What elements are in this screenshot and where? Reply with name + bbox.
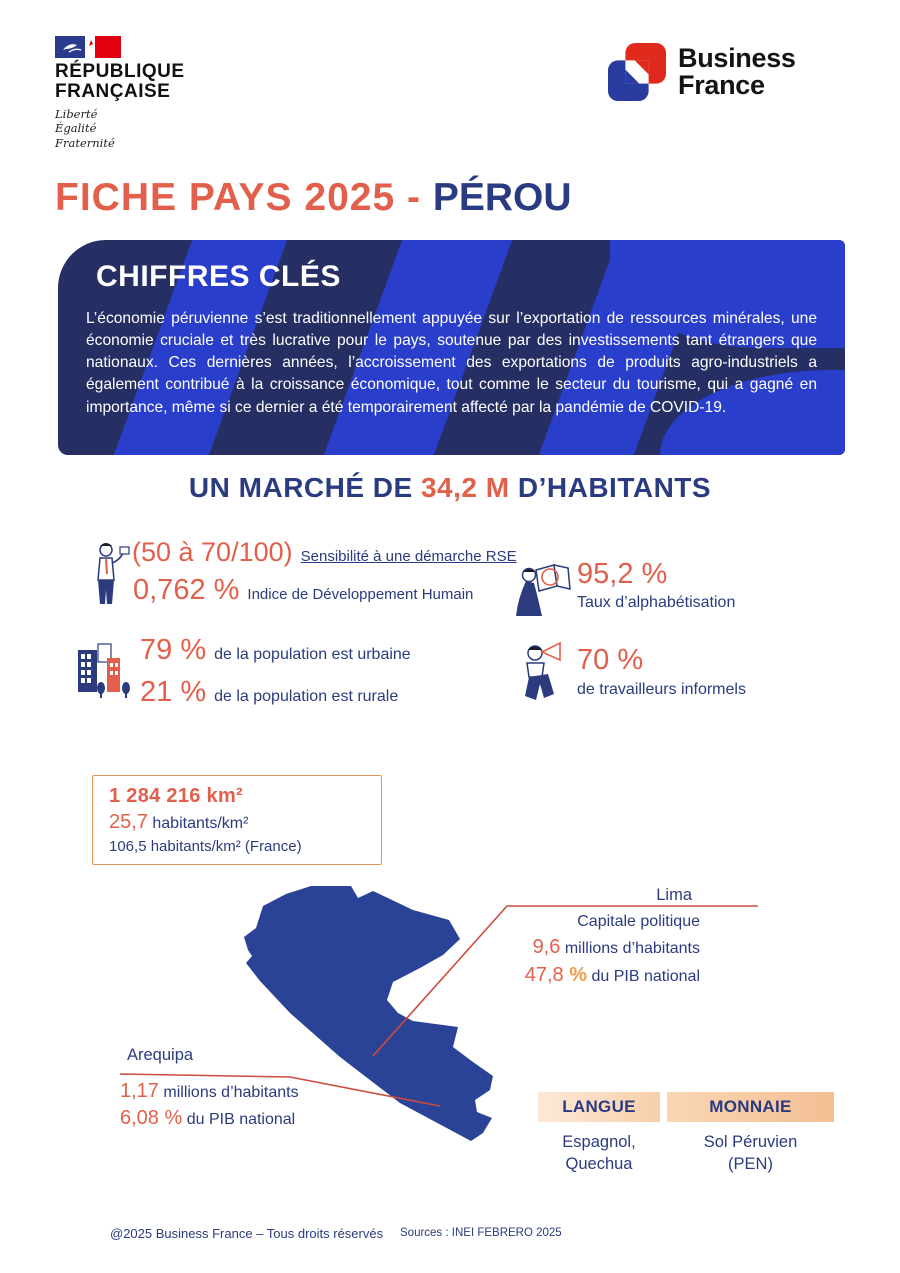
french-flag-icon: [55, 36, 121, 58]
business-france-logo: [608, 43, 796, 101]
arequipa-pop-value: 1,17: [120, 1080, 159, 1102]
density-label: habitants/km²: [147, 815, 249, 832]
stat-rse: [132, 537, 517, 568]
lima-pop-label: millions d’habitants: [560, 940, 700, 957]
stat-rse-label: Sensibilité à une démarche RSE: [300, 548, 517, 565]
footer-sources: Sources : INEI FEBRERO 2025: [400, 1227, 562, 1239]
area-value: 1 284 216 km²: [109, 785, 243, 807]
title-country: PÉROU: [432, 176, 572, 219]
stat-rural: [140, 676, 398, 709]
lima-pop-value: 9,6: [532, 936, 561, 958]
business-france-mark-icon: [608, 43, 666, 101]
facts-header-langue: LANGUE: [538, 1092, 660, 1122]
arequipa-details: [120, 1080, 299, 1134]
arequipa-label: Arequipa: [127, 1046, 194, 1064]
stat-rural-label: de la population est rurale: [214, 688, 399, 705]
key-figures-paragraph: L’économie péruvienne s’est traditionnellement appuyée sur l’exportation de ressources minérales, une économie cruciale et très lucrative pour le pays, soutenue par des investissements tant étrangers que nationaux. Ces dernières années, l’accroissement des exportations de produits agro-industriels a également contribué à la croissance économique, tout comme le secteur du tourisme, qui a gagné en importance, même si ce dernier a été temporairement affecté par la pandémie de COVID-19.: [86, 310, 817, 416]
langue-line2: Quechua: [565, 1155, 633, 1174]
republique-name: RÉPUBLIQUE FRANÇAISE: [55, 61, 185, 102]
facts-table: [538, 1092, 834, 1176]
facts-header-monnaie: MONNAIE: [667, 1092, 834, 1122]
stat-rural-value: 21 %: [140, 676, 207, 708]
stat-urban: [140, 634, 411, 667]
facts-value-monnaie: [667, 1131, 834, 1176]
person-megaphone-icon: [518, 640, 572, 706]
lima-gdp: [525, 964, 700, 987]
facts-value-langue: [538, 1131, 660, 1176]
lima-details: [525, 913, 700, 992]
langue-line1: Espagnol,: [562, 1133, 636, 1151]
stat-urban-label: de la population est urbaine: [214, 646, 411, 663]
page-title: [55, 176, 572, 220]
stat-rse-value: (50 à 70/100): [132, 537, 293, 567]
footer-copyright: @2025 Business France – Tous droits réservés: [110, 1226, 384, 1241]
stat-idh: [133, 574, 473, 607]
city-buildings-icon: [76, 642, 134, 702]
market-value: 34,2 M: [420, 472, 518, 503]
stat-alpha-value: 95,2 %: [577, 558, 668, 590]
density-value: 25,7: [109, 811, 148, 833]
stat-alpha-label: Taux d’alphabétisation: [577, 594, 736, 611]
france-density: 106,5 habitants/km² (France): [109, 838, 302, 855]
person-reading-icon: [514, 558, 572, 620]
area-box: [92, 775, 382, 865]
business-france-name: Business France: [678, 43, 796, 100]
stat-informal-value: 70 %: [577, 644, 644, 676]
stat-alphabetisation: [577, 558, 735, 612]
title-prefix: FICHE PAYS 2025 -: [55, 176, 433, 219]
republique-motto: Liberté Égalité Fraternité: [55, 106, 115, 150]
monnaie-line2: (PEN): [728, 1155, 773, 1174]
lima-role: Capitale politique: [577, 913, 700, 930]
lima-gdp-percent: %: [563, 964, 588, 986]
person-rse-icon: [84, 540, 130, 612]
arequipa-population: [120, 1080, 299, 1103]
lima-label: Lima: [656, 886, 692, 904]
key-figures-banner: [58, 240, 845, 455]
arequipa-pop-label: millions d’habitants: [158, 1084, 299, 1101]
lima-gdp-value: 47,8: [524, 964, 564, 986]
market-post: D’HABITANTS: [517, 472, 712, 503]
stat-urban-value: 79 %: [140, 634, 207, 666]
density-line: [109, 811, 381, 834]
republique-francaise-logo: [55, 36, 185, 150]
arequipa-gdp-value: 6,08 %: [120, 1107, 183, 1129]
stat-informal: [577, 644, 746, 699]
arequipa-gdp-label: du PIB national: [182, 1111, 296, 1128]
key-figures-heading: CHIFFRES CLÉS: [96, 260, 341, 293]
stat-idh-value: 0,762 %: [133, 574, 240, 606]
stat-idh-label: Indice de Développement Humain: [247, 586, 474, 603]
monnaie-line1: Sol Péruvien: [703, 1133, 798, 1151]
market-heading: [0, 472, 900, 504]
market-pre: UN MARCHÉ DE: [188, 472, 421, 503]
lima-gdp-label: du PIB national: [587, 968, 700, 985]
stat-informal-label: de travailleurs informels: [577, 681, 746, 698]
arequipa-gdp: [120, 1107, 299, 1130]
lima-population: [525, 936, 700, 959]
